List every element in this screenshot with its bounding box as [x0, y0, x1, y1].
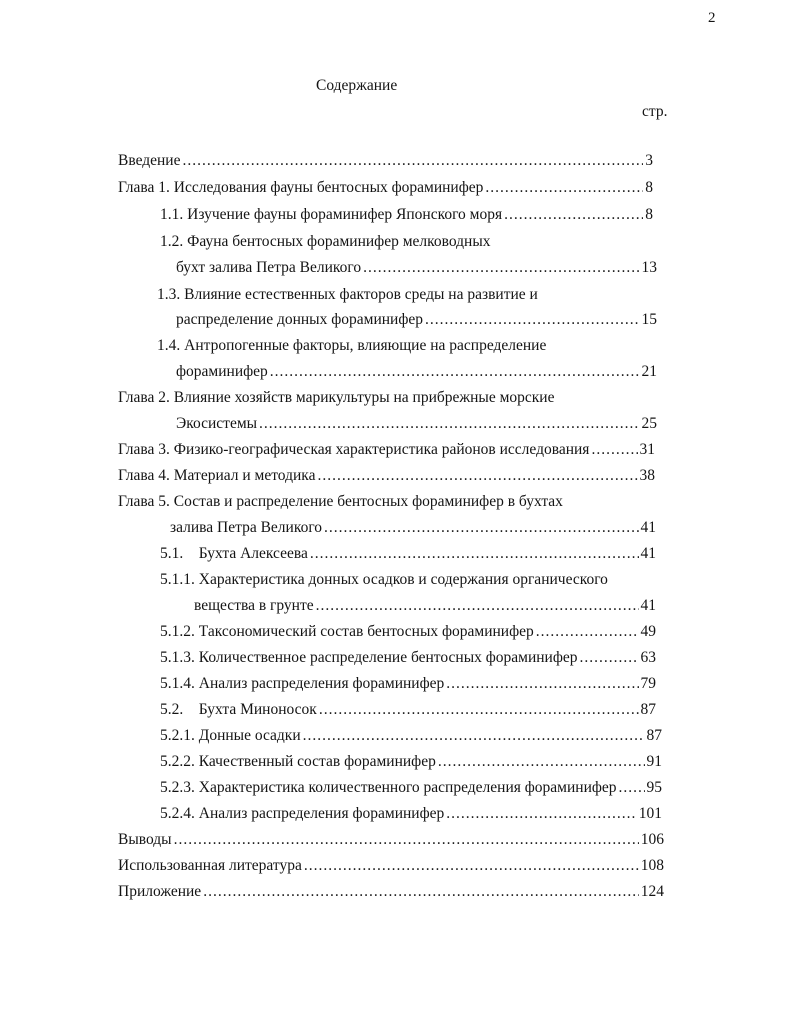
toc-entry-page: 13 — [641, 259, 657, 276]
leader-dots — [259, 413, 639, 435]
toc-entry-text: 5.2.4. Анализ распределения фораминифер — [160, 805, 445, 822]
toc-entry-page: 38 — [639, 467, 655, 484]
toc-entry-text: 5.2.1. Донные осадки — [160, 727, 301, 744]
leader-dots — [446, 803, 636, 825]
toc-entry-text: фораминифер — [176, 363, 268, 380]
toc-entry-text: бухт залива Петра Великого — [176, 259, 362, 276]
toc-entry-page: 108 — [640, 857, 664, 874]
toc-entry-text: Использованная литература — [118, 857, 302, 874]
leader-dots — [319, 699, 639, 721]
toc-entry-page: 91 — [646, 753, 662, 770]
toc-entry-page: 15 — [641, 311, 657, 328]
leader-dots — [425, 309, 639, 331]
leader-dots — [446, 673, 638, 695]
toc-entry-text: вещества в грунте — [194, 597, 314, 614]
toc-entry-page: 95 — [646, 779, 662, 796]
leader-dots — [270, 361, 640, 383]
toc-entry-text: 1.1. Изучение фауны фораминифер Японского моря — [160, 206, 503, 223]
toc-entry-text: Введение — [118, 152, 181, 169]
toc-entry-page: 63 — [640, 649, 656, 666]
toc-entry-text: 5.2.2. Качественный состав фораминифер — [160, 753, 436, 770]
leader-dots — [591, 439, 637, 461]
leader-dots — [203, 881, 639, 903]
leader-dots — [317, 465, 637, 487]
toc-entry-page: 87 — [646, 727, 662, 744]
toc-entry-text: 5.1. Бухта Алексеева — [160, 545, 308, 562]
toc-entry-text-line1: Глава 2. Влияние хозяйств марикультуры на прибрежные морские — [118, 389, 555, 406]
toc-entry-text: 5.1.2. Таксономический состав бентосных фораминифер — [160, 623, 534, 640]
toc-entry-text: Глава 3. Физико-географическая характеристика районов исследования — [118, 441, 590, 458]
toc-entry-text: 5.1.4. Анализ распределения фораминифер — [160, 675, 445, 692]
toc-entry-text: Приложение — [118, 883, 202, 900]
leader-dots — [619, 777, 645, 799]
leader-dots — [438, 751, 645, 773]
leader-dots — [310, 543, 639, 565]
toc-entry-text-line1: 1.2. Фауна бентосных фораминифер мелководных — [160, 233, 491, 250]
leader-dots — [182, 150, 643, 172]
page-number: 2 — [708, 10, 716, 26]
toc-entry-page: 25 — [641, 415, 657, 432]
page-column-label: стр. — [642, 103, 668, 120]
leader-dots — [485, 177, 643, 199]
toc-entry-text: залива Петра Великого — [170, 519, 323, 536]
leader-dots — [504, 204, 643, 226]
leader-dots — [303, 725, 645, 747]
toc-entry-page: 41 — [640, 519, 656, 536]
toc-entry-page: 49 — [640, 623, 656, 640]
toc-entry-page: 8 — [645, 206, 653, 223]
toc-entry-page: 106 — [640, 831, 664, 848]
toc-entry-text-line1: 5.1.1. Характеристика донных осадков и содержания органического — [160, 571, 608, 588]
toc-entry-text-line1: 1.4. Антропогенные факторы, влияющие на распределение — [157, 337, 547, 354]
toc-entry-text: Глава 1. Исследования фауны бентосных фораминифер — [118, 179, 484, 196]
leader-dots — [324, 517, 638, 539]
toc-entry-page: 8 — [645, 179, 653, 196]
toc-entry-text: 5.1.3. Количественное распределение бентосных фораминифер — [160, 649, 578, 666]
leader-dots — [580, 647, 639, 669]
toc-entry-text-line1: 1.3. Влияние естественных факторов среды на развитие и — [157, 286, 538, 303]
toc-entry-page: 124 — [640, 883, 664, 900]
toc-entry-page: 79 — [640, 675, 656, 692]
leader-dots — [363, 257, 639, 279]
toc-entry-page: 41 — [640, 597, 656, 614]
toc-entry-page: 41 — [640, 545, 656, 562]
toc-entry-page: 31 — [639, 441, 655, 458]
leader-dots — [304, 855, 639, 877]
toc-entry-text: Глава 4. Материал и методика — [118, 467, 316, 484]
toc-entry-text: 5.2. Бухта Миноносок — [160, 701, 317, 718]
toc-entry-page: 3 — [645, 152, 653, 169]
toc-entry-page: 87 — [640, 701, 656, 718]
toc-title: Содержание — [316, 77, 398, 94]
toc-entry-text-line1: Глава 5. Состав и распределение бентосных фораминифер в бухтах — [118, 493, 563, 510]
leader-dots — [536, 621, 639, 643]
leader-dots — [174, 829, 639, 851]
toc-entry-page: 101 — [638, 805, 662, 822]
toc-entry-text: Экосистемы — [176, 415, 258, 432]
leader-dots — [316, 595, 639, 617]
toc-entry-text: 5.2.3. Характеристика количественного распределения фораминифер — [160, 779, 617, 796]
toc-entry-page: 21 — [641, 363, 657, 380]
toc-entry-text: Выводы — [118, 831, 172, 848]
toc-entry-text: распределение донных фораминифер — [176, 311, 424, 328]
